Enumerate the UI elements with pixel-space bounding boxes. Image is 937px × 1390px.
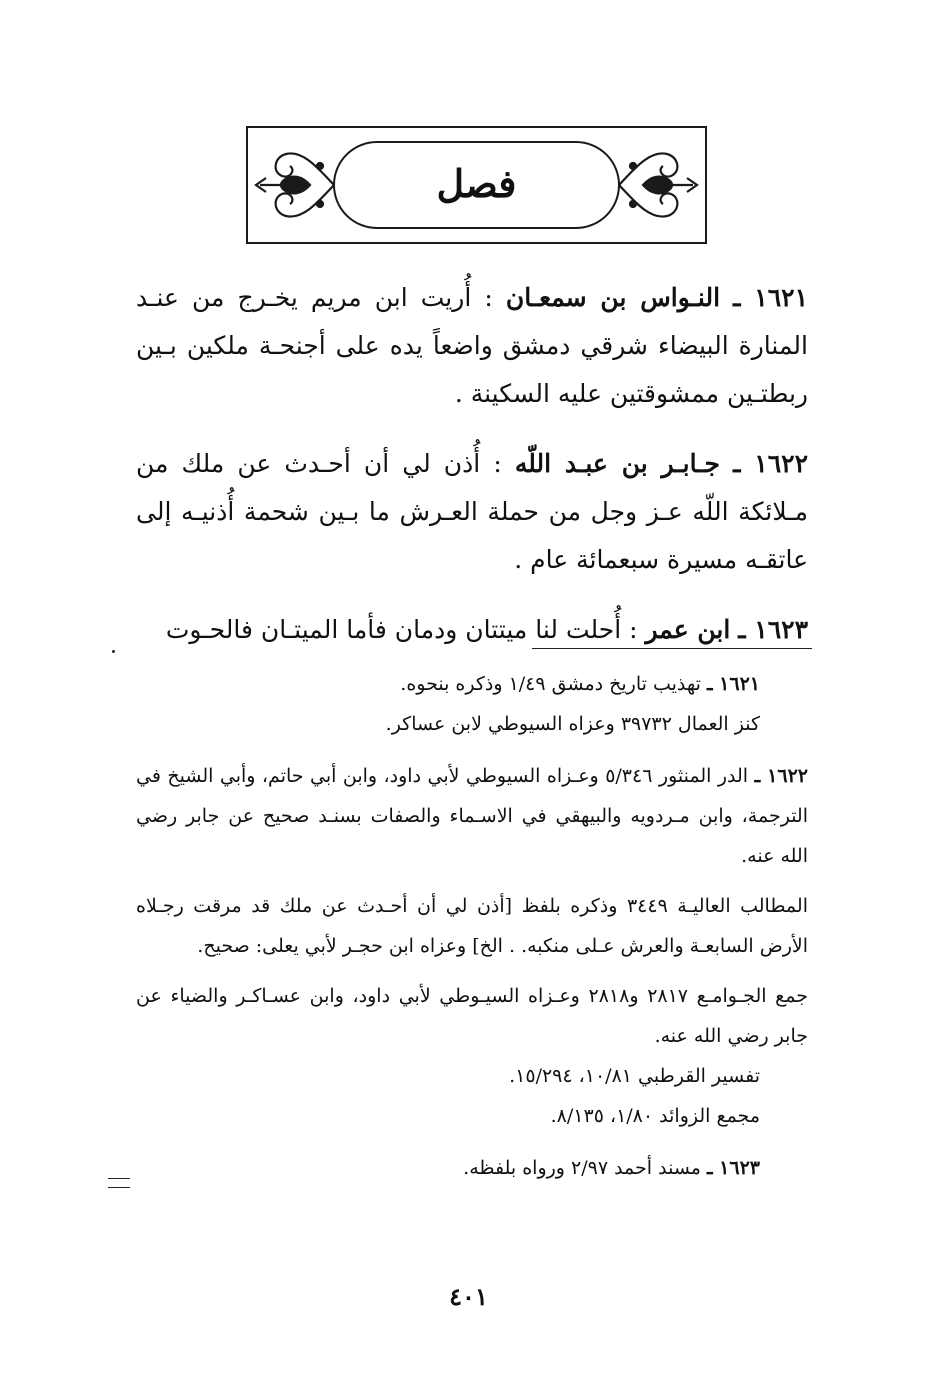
footnote-number: ١٦٢٣ ـ	[706, 1157, 760, 1179]
entry-text: : أُذن لي أن أحـدث عن ملك من مـلائكة اللّه عـز وجل من حملة العـرش ما بـين شحمة أُذنيـه إلى عاتقـه مسيرة سبعمائة عام .	[136, 449, 808, 574]
footnote-text: مسند أحمد ٢/٩٧ ورواه بلفظه.	[463, 1157, 707, 1179]
main-text	[136, 274, 808, 676]
continuation-mark-icon	[108, 1178, 130, 1188]
entry-text: : أُريت ابن مريم يخـرج من عنـد المنارة البيضاء شرقي دمشق واضعاً يده على أجنحـة ملكين بـين ربطتـين ممشوقتين عليه السكينة .	[136, 283, 808, 408]
footnote-text: المطالب العاليـة ٣٤٤٩ وذكره بلفظ [أذن لي أن أحـدث عن ملك قد مرقت رجـلاه الأرض السابعـة والعرش عـلى منكبه. . الخ] وعزاه ابن حجـر لأبي يعلى: صحيح.	[136, 895, 808, 957]
footnote-1622-mutalib	[136, 886, 808, 966]
entry-number: ١٦٢١ ـ	[733, 283, 808, 312]
footnote-1622-qurtubi	[136, 1056, 808, 1096]
footnote-text: الدر المنثور ٥/٣٤٦ وعـزاه السيوطي لأبي داود، وابن أبي حاتم، وأبي الشيخ في الترجمة، وابن مـردويه والبيهقي في الاسـماء والصفات بسنـد صحيح عن جابر رضي الله عنه.	[136, 765, 808, 867]
hadith-entry-1623	[136, 606, 808, 654]
hadith-entry-1621	[136, 274, 808, 418]
section-title: فصل	[436, 161, 517, 206]
hadith-entry-1622	[136, 440, 808, 584]
entry-text: : أُحلت لنا ميتتان ودمان فأما الميتـان فالحـوت	[165, 615, 646, 644]
footnote-1623	[136, 1148, 808, 1188]
margin-dot	[112, 650, 115, 653]
footnote-1622	[136, 756, 808, 876]
footnote-1621	[136, 664, 808, 704]
footnote-text: كنز العمال ٣٩٧٣٢ وعزاه السيوطي لابن عساكر.	[385, 713, 760, 735]
footnote-1622-majma	[136, 1096, 808, 1136]
section-title-frame	[246, 126, 707, 244]
footnote-text: مجمع الزوائد ١/٨٠، ٨/١٣٥.	[550, 1105, 760, 1127]
entry-number: ١٦٢٢ ـ	[733, 449, 808, 478]
page-number: ٤٠١	[449, 1282, 488, 1311]
footnote-text: تفسير القرطبي ١٠/٨١، ١٥/٢٩٤.	[509, 1065, 760, 1087]
footnote-separator	[532, 648, 812, 649]
footnote-text: تهذيب تاريخ دمشق ١/٤٩ وذكره بنحوه.	[400, 673, 707, 695]
entry-number: ١٦٢٣ ـ	[738, 615, 808, 644]
footnotes	[136, 664, 808, 1188]
narrator-name: النـواس بن سمعـان	[505, 283, 721, 312]
footnote-1622-jam	[136, 976, 808, 1056]
footnote-number: ١٦٢٢ ـ	[754, 765, 808, 787]
narrator-name: ابن عمر	[645, 615, 731, 644]
footnote-1621-source	[136, 704, 808, 744]
narrator-name: جـابـر بن عبـد اللّه	[514, 449, 720, 478]
footnote-text: جمع الجـوامـع ٢٨١٧ و٢٨١٨ وعـزاه السيـوطي لأبي داود، وابن عسـاكـر والضياء عن جابر رضي الله عنه.	[136, 985, 809, 1047]
footnote-number: ١٦٢١ ـ	[706, 673, 760, 695]
